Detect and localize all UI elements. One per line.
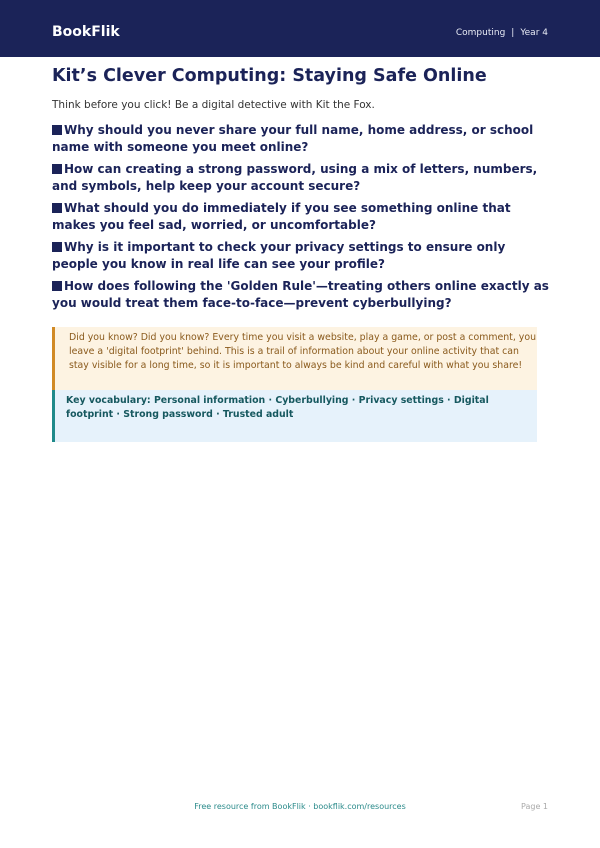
page-title: Kit’s Clever Computing: Staying Safe Online bbox=[52, 66, 487, 86]
question-text: Why is it important to check your privacy settings to ensure only people you know in real life can see your profile? bbox=[52, 240, 506, 271]
question-item bbox=[52, 239, 552, 273]
question-text: How does following the 'Golden Rule'—treating others online exactly as you would treat them face-to-face—prevent cyberbullying? bbox=[52, 279, 549, 310]
did-you-know-callout: Did you know? Did you know? Every time you visit a website, play a game, or post a comment, you leave a 'digital footprint' behind. This is a trail of information about your online activity that can stay visible for a long time, so it is important to always be kind and careful with what you share! bbox=[52, 327, 537, 393]
meta-separator: | bbox=[511, 28, 515, 38]
page-number: Page 1 bbox=[521, 802, 548, 811]
question-item bbox=[52, 278, 552, 312]
header-bar bbox=[0, 0, 600, 57]
square-bullet-icon bbox=[52, 125, 62, 135]
key-vocabulary-box: Key vocabulary: Personal information · Cyberbullying · Privacy settings · Digital footprint · Strong password · Trusted adult bbox=[52, 390, 537, 442]
question-item bbox=[52, 200, 552, 234]
subject-label: Computing bbox=[455, 28, 506, 38]
year-label: Year 4 bbox=[520, 28, 548, 38]
square-bullet-icon bbox=[52, 203, 62, 213]
intro-text: Think before you click! Be a digital detective with Kit the Fox. bbox=[52, 99, 375, 111]
question-list bbox=[52, 122, 552, 317]
square-bullet-icon bbox=[52, 281, 62, 291]
question-item bbox=[52, 161, 552, 195]
square-bullet-icon bbox=[52, 164, 62, 174]
square-bullet-icon bbox=[52, 242, 62, 252]
question-text: Why should you never share your full name, home address, or school name with someone you meet online? bbox=[52, 123, 534, 154]
brand-logo[interactable]: BookFlik bbox=[52, 24, 120, 40]
header-meta bbox=[456, 28, 548, 38]
question-item bbox=[52, 122, 552, 156]
footer-link[interactable]: Free resource from BookFlik · bookflik.com/resources bbox=[194, 802, 406, 811]
question-text: How can creating a strong password, using a mix of letters, numbers, and symbols, help keep your account secure? bbox=[52, 162, 538, 193]
question-text: What should you do immediately if you see something online that makes you feel sad, worried, or uncomfortable? bbox=[52, 201, 511, 232]
